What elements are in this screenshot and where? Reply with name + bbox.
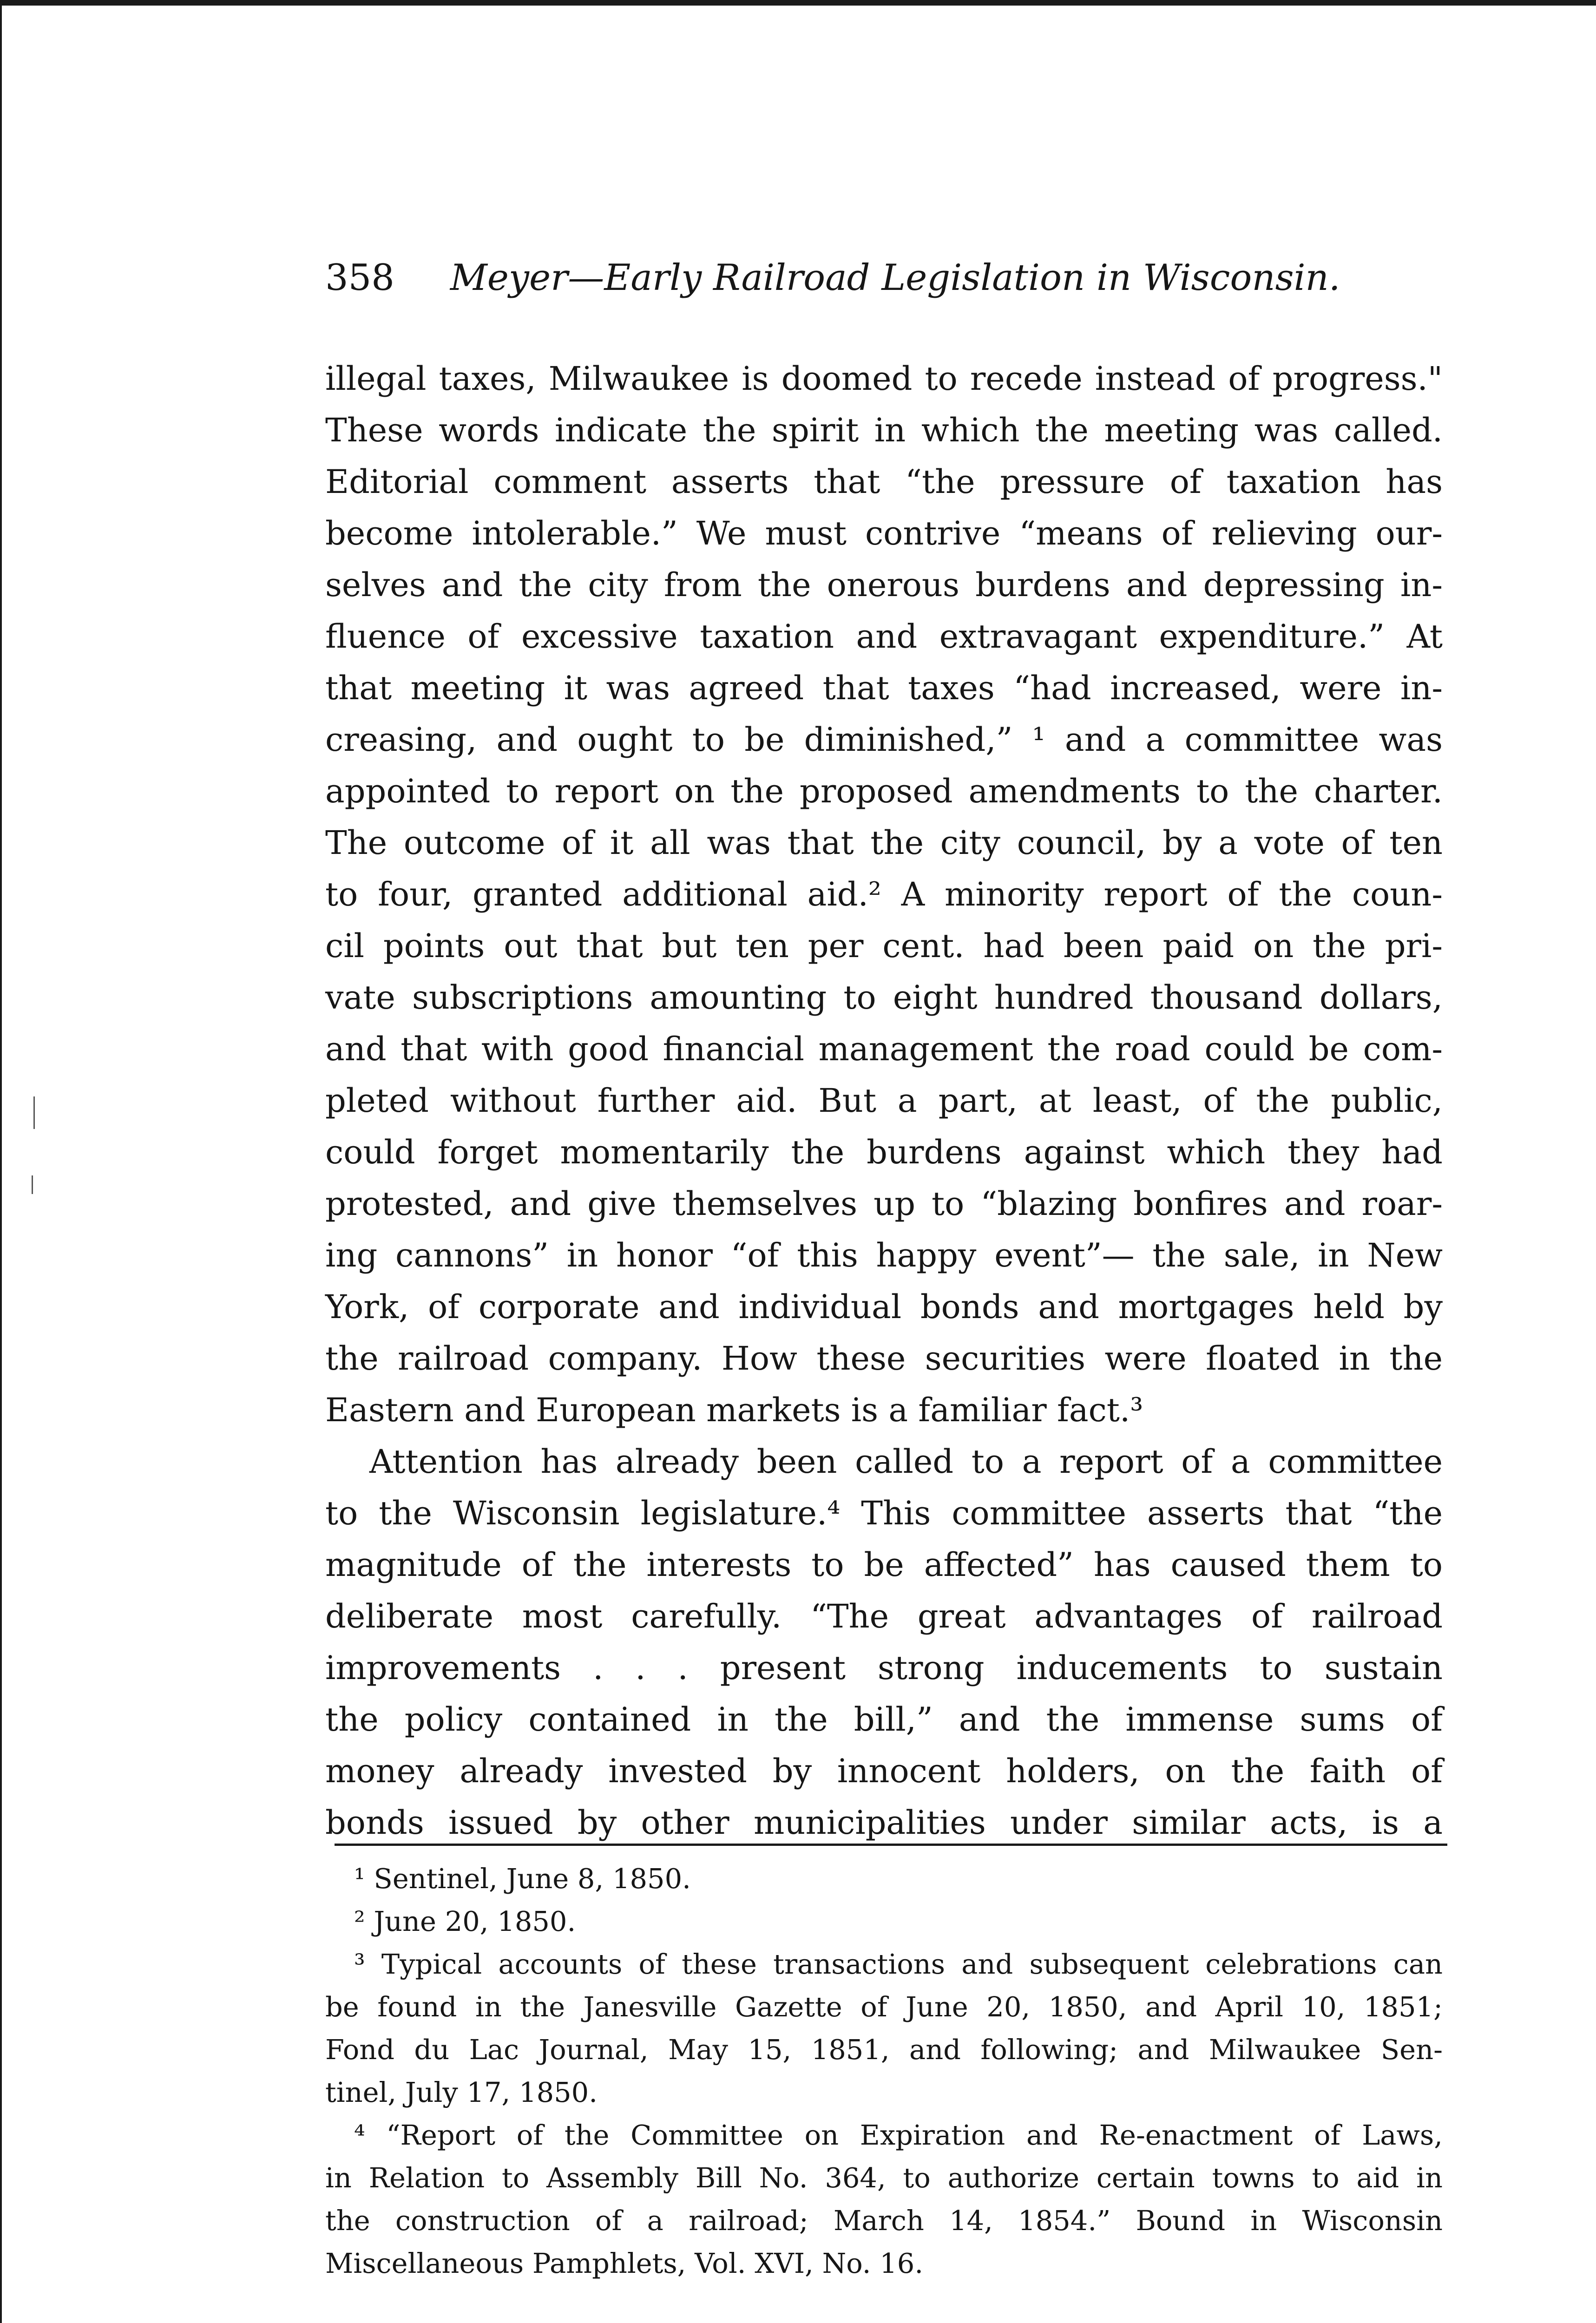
body-text: [325, 353, 1443, 1849]
body-line: Editorial comment asserts that “the pressure of taxation has: [325, 463, 1443, 501]
footnote-rule: [335, 1844, 1447, 1846]
footnote-line: Fond du Lac Journal, May 15, 1851, and following; and Milwaukee Sen-: [325, 2034, 1443, 2066]
body-line: fluence of excessive taxation and extravagant expenditure.” At: [325, 617, 1443, 656]
footnote-line: in Relation to Assembly Bill No. 364, to authorize certain towns to aid in: [325, 2162, 1443, 2194]
body-line: Attention has already been called to a report of a committee: [369, 1443, 1443, 1481]
body-line: vate subscriptions amounting to eight hundred thousand dollars,: [325, 978, 1443, 1017]
footnote-line: be found in the Janesville Gazette of June 20, 1850, and April 10, 1851;: [325, 1991, 1443, 2023]
body-line: York, of corporate and individual bonds and mortgages held by: [325, 1288, 1443, 1326]
body-line: improvements . . . present strong inducements to sustain: [325, 1649, 1443, 1687]
footnote-line: ³ Typical accounts of these transactions and subsequent celebrations can: [354, 1948, 1443, 1980]
body-line: The outcome of it all was that the city council, by a vote of ten: [325, 824, 1443, 862]
body-line: and that with good financial management the road could be com-: [325, 1030, 1443, 1068]
body-line: become intolerable.” We must contrive “means of relieving our-: [325, 514, 1443, 552]
body-line: selves and the city from the onerous burdens and depressing in-: [325, 566, 1443, 604]
footnote-line: ⁴ “Report of the Committee on Expiration and Re-enactment of Laws,: [354, 2119, 1443, 2151]
running-header: [325, 255, 1443, 301]
body-line: creasing, and ought to be diminished,” ¹ and a committee was: [325, 721, 1443, 759]
body-line: These words indicate the spirit in which the meeting was called.: [325, 411, 1443, 449]
footnote-line: Miscellaneous Pamphlets, Vol. XVI, No. 16.: [325, 2247, 924, 2279]
body-line: to four, granted additional aid.² A minority report of the coun-: [325, 875, 1443, 913]
body-line: deliberate most carefully. “The great advantages of railroad: [325, 1597, 1443, 1635]
body-line: illegal taxes, Milwaukee is doomed to recede instead of progress.": [325, 360, 1443, 398]
body-line: money already invested by innocent holders, on the faith of: [325, 1752, 1443, 1790]
body-line: to the Wisconsin legislature.⁴ This committee asserts that “the: [325, 1494, 1443, 1532]
body-line: that meeting it was agreed that taxes “had increased, were in-: [325, 669, 1443, 707]
body-line: appointed to report on the proposed amendments to the charter.: [325, 772, 1443, 810]
running-title: Meyer—Early Railroad Legislation in Wisconsin.: [450, 257, 1340, 299]
margin-mark: [32, 1175, 33, 1194]
footnote-line: the construction of a railroad; March 14, 1854.” Bound in Wisconsin: [325, 2205, 1443, 2237]
footnotes: [325, 1857, 1443, 2285]
body-line: cil points out that but ten per cent. had been paid on the pri-: [325, 927, 1443, 965]
body-line: Eastern and European markets is a familiar fact.³: [325, 1391, 1143, 1429]
body-line: protested, and give themselves up to “blazing bonfires and roar-: [325, 1185, 1443, 1223]
footnote-line: ² June 20, 1850.: [354, 1905, 576, 1937]
body-line: bonds issued by other municipalities under similar acts, is a: [325, 1804, 1443, 1842]
body-line: pleted without further aid. But a part, at least, of the public,: [325, 1082, 1443, 1120]
body-line: ing cannons” in honor “of this happy event”— the sale, in New: [325, 1236, 1443, 1274]
body-line: magnitude of the interests to be affected” has caused them to: [325, 1546, 1443, 1584]
page-number: 358: [325, 257, 394, 299]
footnote-line: ¹ Sentinel, June 8, 1850.: [354, 1863, 691, 1895]
footnote-line: tinel, July 17, 1850.: [325, 2076, 598, 2108]
body-line: the railroad company. How these securities were floated in the: [325, 1339, 1443, 1378]
margin-mark: [33, 1096, 35, 1129]
body-line: could forget momentarily the burdens against which they had: [325, 1133, 1443, 1171]
body-line: the policy contained in the bill,” and the immense sums of: [325, 1700, 1443, 1739]
